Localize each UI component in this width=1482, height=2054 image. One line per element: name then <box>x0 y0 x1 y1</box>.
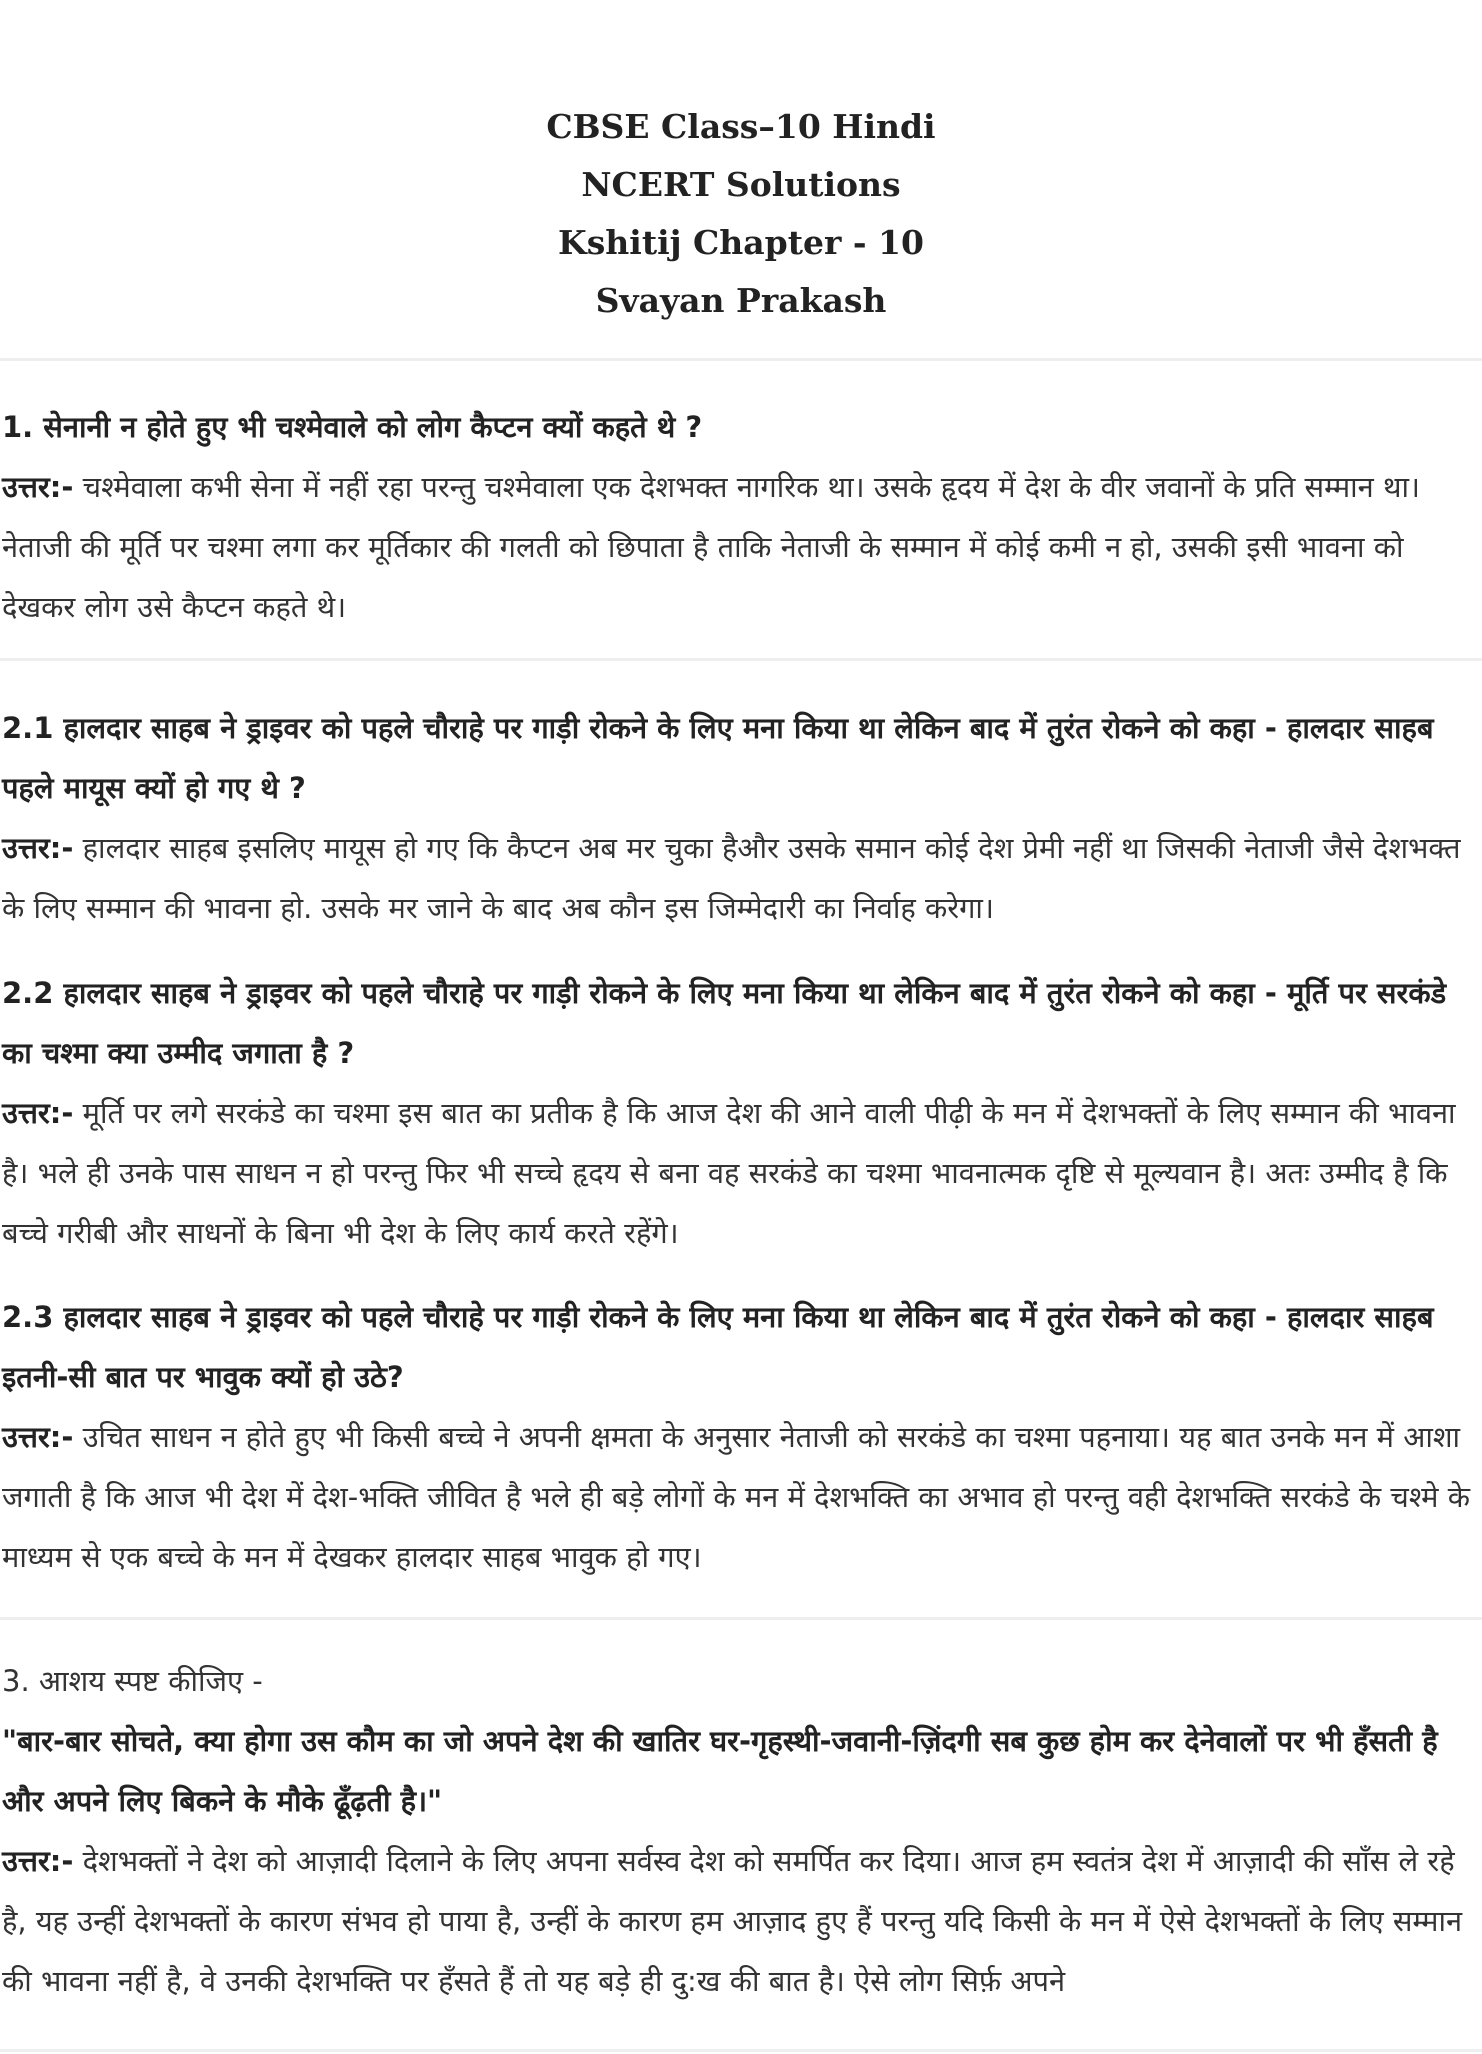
answer-label: उत्तर:- <box>2 831 74 865</box>
header-line-1: CBSE Class–10 Hindi <box>546 107 936 146</box>
divider <box>0 1617 1482 1620</box>
question-block-2-1 <box>2 698 1472 938</box>
answer-text <box>2 457 1472 637</box>
question-text: 1. सेनानी न होते हुए भी चश्मेवाले को लोग कैप्टन क्यों कहते थे ? <box>2 410 703 444</box>
question-block-2-3 <box>2 1287 1472 1587</box>
answer-body: मूर्ति पर लगे सरकंडे का चश्मा इस बात का प्रतीक है कि आज देश की आने वाली पीढ़ी के मन में देशभक्तों के लिए सम्मान की भावना है। भले ही उनके पास साधन न हो परन्तु फिर भी सच्चे हृदय से बना वह सरकंडे का चश्मा भावनात्मक दृष्टि से मूल्यवान है। अतः उम्मीद है कि बच्चे गरीबी और साधनों के बिना भी देश के लिए कार्य करते रहेंगे। <box>2 1096 1456 1250</box>
question-block-2-2 <box>2 963 1472 1263</box>
answer-text <box>2 1831 1472 2011</box>
answer-text <box>2 1407 1472 1587</box>
header-line-3: Kshitij Chapter - 10 <box>558 223 924 262</box>
answer-body: चश्मेवाला कभी सेना में नहीं रहा परन्तु चश्मेवाला एक देशभक्त नागरिक था। उसके हृदय में देश के वीर जवानों के प्रति सम्मान था। नेताजी की मूर्ति पर चश्मा लगा कर मूर्तिकार की गलती को छिपाता है ताकि नेताजी के सम्मान में कोई कमी न हो, उसकी इसी भावना को देखकर लोग उसे कैप्टन कहते थे। <box>2 470 1421 624</box>
answer-label: उत्तर:- <box>2 1420 74 1454</box>
header-line-2: NCERT Solutions <box>581 165 901 204</box>
answer-text <box>2 1083 1472 1263</box>
answer-label: उत्तर:- <box>2 470 74 504</box>
quote-text: "बार-बार सोचते, क्या होगा उस कौम का जो अपने देश की खातिर घर-गृहस्थी-जवानी-ज़िंदगी सब कुछ होम कर देनेवालों पर भी हँसती है और अपने लिए बिकने के मौके ढूँढ़ती है।" <box>2 1724 1438 1818</box>
divider <box>0 358 1482 361</box>
answer-body: देशभक्तों ने देश को आज़ादी दिलाने के लिए अपना सर्वस्व देश को समर्पित कर दिया। आज हम स्वतंत्र देश में आज़ादी की साँस ले रहे है, यह उन्हीं देशभक्तों के कारण संभव हो पाया है, उन्हीं के कारण हम आज़ाद हुए हैं परन्तु यदि किसी के मन में ऐसे देशभक्तों के लिए सम्मान की भावना नहीं है, वे उनकी देशभक्ति पर हँसते हैं तो यह बड़े ही दु:ख की बात है। ऐसे लोग सिर्फ़ अपने <box>2 1844 1463 1998</box>
question-text: 3. आशय स्पष्ट कीजिए - <box>2 1664 263 1698</box>
answer-label: उत्तर:- <box>2 1096 74 1130</box>
divider <box>0 2049 1482 2052</box>
question-text: 2.1 हालदार साहब ने ड्राइवर को पहले चौराहे पर गाड़ी रोकने के लिए मना किया था लेकिन बाद में तुरंत रोकने को कहा - हालदार साहब पहले मायूस क्यों हो गए थे ? <box>2 711 1434 805</box>
answer-body: उचित साधन न होते हुए भी किसी बच्चे ने अपनी क्षमता के अनुसार नेताजी को सरकंडे का चश्मा पहनाया। यह बात उनके मन में आशा जगाती है कि आज भी देश में देश-भक्ति जीवित है भले ही बड़े लोगों के मन में देशभक्ति का अभाव हो परन्तु वही देशभक्ति सरकंडे के चश्मे के माध्यम से एक बच्चे के मन में देखकर हालदार साहब भावुक हो गए। <box>2 1420 1470 1574</box>
answer-body: हालदार साहब इसलिए मायूस हो गए कि कैप्टन अब मर चुका हैऔर उसके समान कोई देश प्रेमी नहीं था जिसकी नेताजी जैसे देशभक्त के लिए सम्मान की भावना हो. उसके मर जाने के बाद अब कौन इस जिम्मेदारी का निर्वाह करेगा। <box>2 831 1461 925</box>
header-line-4: Svayan Prakash <box>595 281 887 320</box>
document-header <box>0 98 1482 330</box>
answer-text <box>2 818 1472 938</box>
divider <box>0 658 1482 661</box>
question-text: 2.2 हालदार साहब ने ड्राइवर को पहले चौराहे पर गाड़ी रोकने के लिए मना किया था लेकिन बाद में तुरंत रोकने को कहा - मूर्ति पर सरकंडे का चश्मा क्या उम्मीद जगाता है ? <box>2 976 1447 1070</box>
question-block-1 <box>2 397 1472 637</box>
question-text: 2.3 हालदार साहब ने ड्राइवर को पहले चौराहे पर गाड़ी रोकने के लिए मना किया था लेकिन बाद में तुरंत रोकने को कहा - हालदार साहब इतनी-सी बात पर भावुक क्यों हो उठे? <box>2 1300 1434 1394</box>
answer-label: उत्तर:- <box>2 1844 74 1878</box>
question-block-3 <box>2 1651 1472 2011</box>
